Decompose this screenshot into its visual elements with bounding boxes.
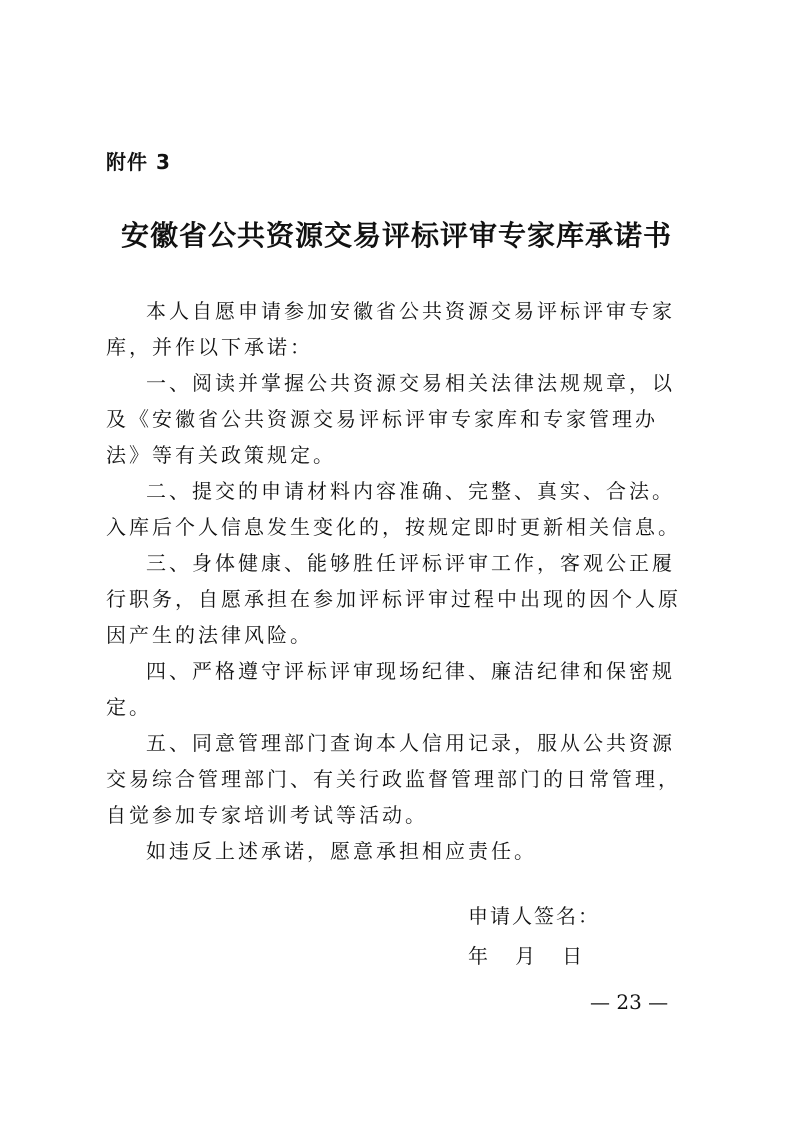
document-title: 安徽省公共资源交易评标评审专家库承诺书 — [120, 219, 672, 252]
closing-paragraph: 如违反上述承诺，愿意承担相应责任。 — [146, 839, 537, 863]
date-line: 年 月 日 — [468, 944, 585, 968]
intro-paragraph: 本人自愿申请参加安徽省公共资源交易评标评审专家库，并作以下承诺： — [106, 299, 675, 359]
attachment-label: 附件 3 — [106, 150, 171, 174]
page-number: — 23 — — [590, 990, 669, 1014]
commitment-paragraph-3: 三、身体健康、能够胜任评标评审工作，客观公正履行职务，自愿承担在参加评标评审过程中出现的因个人原因产生的法律风险。 — [106, 551, 681, 647]
signature-label: 申请人签名： — [468, 904, 600, 928]
commitment-paragraph-1: 一、阅读并掌握公共资源交易相关法律法规规章，以及《安徽省公共资源交易评标评审专家库和专家管理办法》等有关政策规定。 — [106, 371, 675, 467]
commitment-paragraph-4: 四、严格遵守评标评审现场纪律、廉洁纪律和保密规定。 — [106, 659, 675, 719]
commitment-paragraph-5: 五、同意管理部门查询本人信用记录，服从公共资源交易综合管理部门、有关行政监督管理部门的日常管理，自觉参加专家培训考试等活动。 — [106, 731, 681, 827]
document-body — [106, 293, 690, 869]
commitment-paragraph-2: 二、提交的申请材料内容准确、完整、真实、合法。入库后个人信息发生变化的，按规定即时更新相关信息。 — [106, 479, 681, 539]
